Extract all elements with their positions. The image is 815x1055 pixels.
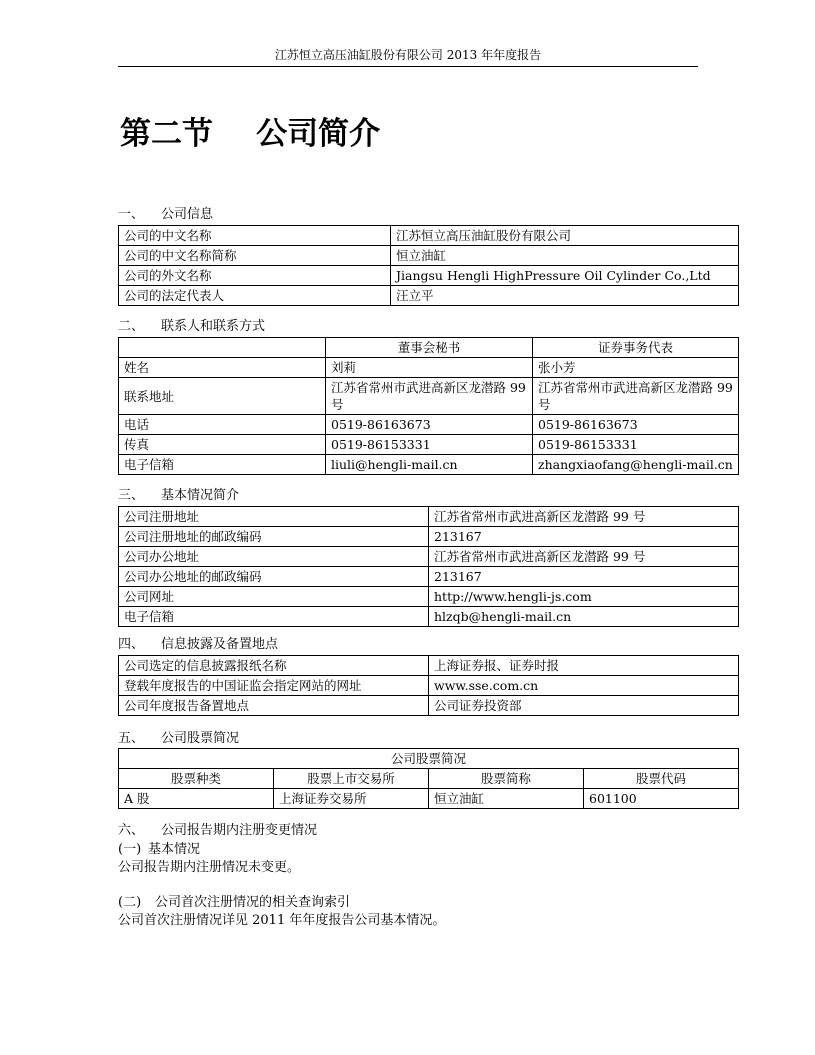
table-row: 电话 0519-86163673 0519-86163673 — [119, 415, 739, 435]
table-row: 董事会秘书 证券事务代表 — [119, 338, 739, 358]
paragraph-basic: 公司报告期内注册情况未变更。 — [118, 860, 301, 875]
table-row: 股票种类 股票上市交易所 股票简称 股票代码 — [119, 769, 739, 789]
table-row: 公司办公地址的邮政编码 213167 — [119, 567, 739, 587]
section-heading-company-info: 一、 公司信息 — [118, 207, 214, 222]
table-row: 登载年度报告的中国证监会指定网站的网址 www.sse.com.cn — [119, 676, 739, 696]
header-rule — [118, 66, 698, 67]
table-row: 姓名 刘莉 张小芳 — [119, 358, 739, 378]
title-section: 第二节 — [120, 116, 213, 152]
table-row: 公司的法定代表人 汪立平 — [119, 286, 739, 306]
basic-info-table — [118, 506, 739, 627]
table-row: 公司年度报告备置地点 公司证券投资部 — [119, 696, 739, 716]
table-row: 公司网址 http://www.hengli-js.com — [119, 587, 739, 607]
table-row: 电子信箱 liuli@hengli-mail.cn zhangxiaofang@hengli-mail.cn — [119, 455, 739, 475]
section-heading-disclosure: 四、 信息披露及备置地点 — [118, 637, 279, 652]
table-row: A 股 上海证券交易所 恒立油缸 601100 — [119, 789, 739, 809]
table-row: 公司的中文名称 江苏恒立高压油缸股份有限公司 — [119, 226, 739, 246]
table-row: 公司注册地址 江苏省常州市武进高新区龙潜路 99 号 — [119, 507, 739, 527]
title-name: 公司简介 — [256, 116, 381, 152]
table-row: 公司股票简况 — [119, 749, 739, 769]
section-heading-stock: 五、 公司股票简况 — [118, 731, 240, 746]
section-heading-registration: 六、 公司报告期内注册变更情况 — [118, 823, 318, 838]
company-info-table — [118, 225, 739, 306]
contacts-table — [118, 337, 739, 475]
section-heading-basic-info: 三、 基本情况简介 — [118, 488, 240, 503]
table-row: 公司选定的信息披露报纸名称 上海证券报、证券时报 — [119, 656, 739, 676]
paragraph-first-registration: 公司首次注册情况详见 2011 年年度报告公司基本情况。 — [118, 913, 446, 928]
table-row: 电子信箱 hlzqb@hengli-mail.cn — [119, 607, 739, 627]
stock-table — [118, 748, 739, 809]
page-header: 江苏恒立高压油缸股份有限公司 2013 年年度报告 — [274, 48, 542, 62]
table-row: 联系地址 江苏省常州市武进高新区龙潜路 99 号 江苏省常州市武进高新区龙潜路 99 号 — [119, 378, 739, 415]
disclosure-table — [118, 655, 739, 716]
page-title — [120, 112, 380, 156]
table-row: 公司的外文名称 Jiangsu Hengli HighPressure Oil Cylinder Co.,Ltd — [119, 266, 739, 286]
table-row: 公司的中文名称简称 恒立油缸 — [119, 246, 739, 266]
sub-heading-first-registration: (二) 公司首次注册情况的相关查询索引 — [118, 895, 351, 910]
table-row: 公司注册地址的邮政编码 213167 — [119, 527, 739, 547]
section-heading-contacts: 二、 联系人和联系方式 — [118, 319, 266, 334]
sub-heading-basic: (一) 基本情况 — [118, 842, 201, 857]
table-row: 传真 0519-86153331 0519-86153331 — [119, 435, 739, 455]
table-row: 公司办公地址 江苏省常州市武进高新区龙潜路 99 号 — [119, 547, 739, 567]
